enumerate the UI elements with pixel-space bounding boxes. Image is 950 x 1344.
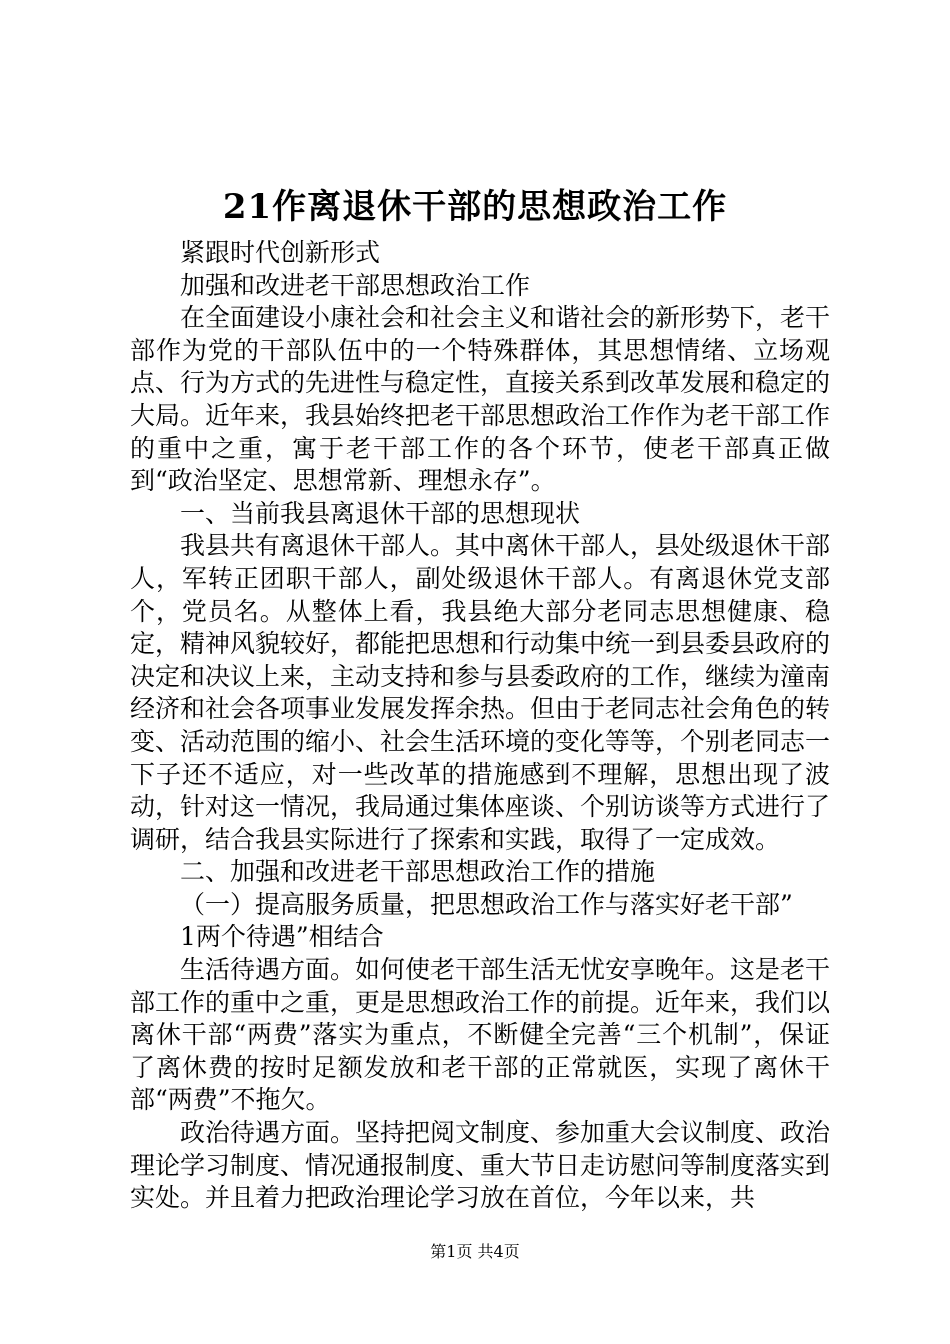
subtitle-line: 加强和改进老干部思想政治工作 [180,270,531,300]
document-body [130,237,830,1215]
section-heading: 一、当前我县离退休干部的思想现状 [180,498,581,528]
subtitle-line: 紧跟时代创新形式 [180,238,381,267]
subsection-heading: （一）提高服务质量，把思想政治工作与落实好老干部” [180,889,793,919]
document-title: 21作离退休干部的思想政治工作 [222,187,728,227]
body-paragraph: 生活待遇方面。如何使老干部生活无忧安享晚年。这是老干部工作的重中之重，更是思想政治工作的前提。近年来，我们以离休干部“两费”落实为重点，不断健全完善“三个机制”，保证了离休费的按时足额发放和老干部的正常就医，实现了离休干部“两费”不拖欠。 [130,955,831,1115]
body-paragraph: 在全面建设小康社会和社会主义和谐社会的新形势下，老干部作为党的干部队伍中的一个特殊群体，其思想情绪、立场观点、行为方式的先进性与稳定性，直接关系到改革发展和稳定的大局。近年来，我县始终把老干部思想政治工作作为老干部工作的重中之重，寓于老干部工作的各个环节，使老干部真正做到“政治坚定、思想常新、理想永存”。 [130,303,831,496]
subsection-heading: 1两个待遇”相结合 [180,922,384,952]
body-paragraph: 我县共有离退休干部人。其中离休干部人，县处级退休干部人，军转正团职干部人，副处级退休干部人。有离退休党支部个，党员名。从整体上看，我县绝大部分老同志思想健康、稳定，精神风貌较好，都能把思想和行动集中统一到县委县政府的决定和决议上来，主动支持和参与县委政府的工作，继续为潼南经济和社会各项事业发展发挥余热。但由于老同志社会角色的转变、活动范围的缩小、社会生活环境的变化等等，个别老同志一下子还不适应，对一些改革的措施感到不理解，思想出现了波动，针对这一情况，我局通过集体座谈、个别访谈等方式进行了调研，结合我县实际进行了探索和实践，取得了一定成效。 [130,531,831,854]
page-footer: 第1页 共4页 [430,1242,520,1261]
body-paragraph: 政治待遇方面。坚持把阅文制度、参加重大会议制度、政治理论学习制度、情况通报制度、重大节日走访慰问等制度落实到实处。并且着力把政治理论学习放在首位，今年以来，共 [130,1118,831,1213]
section-heading: 二、加强和改进老干部思想政治工作的措施 [180,857,656,887]
